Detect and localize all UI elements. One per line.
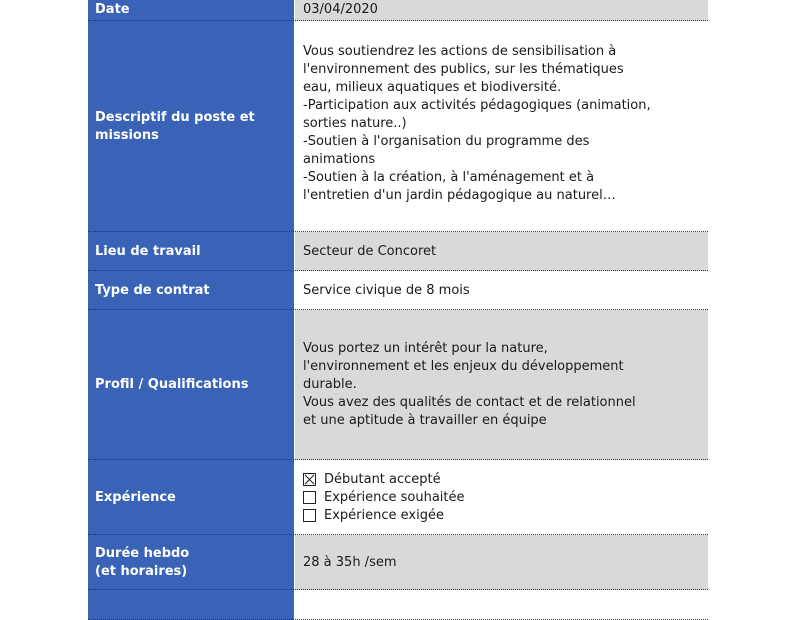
label-experience: Expérience xyxy=(88,460,294,535)
value-lieu: Secteur de Concoret xyxy=(295,232,708,271)
descriptif-line: l'entretien d'un jardin pédagogique au naturel… xyxy=(303,188,616,203)
option-exigee[interactable] xyxy=(303,507,465,525)
descriptif-line: -Soutien à l'organisation du programme des xyxy=(303,134,590,149)
row-experience xyxy=(88,460,708,535)
option-label: Débutant accepté xyxy=(324,471,441,487)
value-next xyxy=(295,590,708,620)
option-souhaitee[interactable] xyxy=(303,489,465,507)
label-duree-line: Durée hebdo xyxy=(95,545,190,561)
job-offer-table xyxy=(88,0,708,620)
value-experience xyxy=(295,460,708,535)
profil-line: et une aptitude à travailler en équipe xyxy=(303,413,547,428)
label-date: Date xyxy=(88,0,294,21)
descriptif-line: animations xyxy=(303,152,376,167)
descriptif-line: -Soutien à la création, à l'aménagement et à xyxy=(303,170,595,185)
profil-line: durable. xyxy=(303,377,357,392)
checkbox-icon[interactable] xyxy=(303,491,316,504)
row-date xyxy=(88,0,708,21)
row-next xyxy=(88,590,708,620)
row-duree xyxy=(88,535,708,590)
option-debutant[interactable] xyxy=(303,471,465,489)
value-duree: 28 à 35h /sem xyxy=(295,535,708,590)
descriptif-line: sorties nature..) xyxy=(303,116,407,131)
label-duree-line: (et horaires) xyxy=(95,563,188,579)
row-descriptif xyxy=(88,21,708,232)
value-contrat: Service civique de 8 mois xyxy=(295,271,708,310)
row-profil xyxy=(88,310,708,460)
value-descriptif xyxy=(295,21,708,232)
option-label: Expérience exigée xyxy=(324,507,444,523)
checkbox-icon[interactable] xyxy=(303,509,316,522)
descriptif-line: Vous soutiendrez les actions de sensibilisation à xyxy=(303,44,617,59)
label-duree xyxy=(88,535,294,590)
value-profil xyxy=(295,310,708,460)
descriptif-line: eau, milieux aquatiques et biodiversité. xyxy=(303,80,562,95)
label-contrat: Type de contrat xyxy=(88,271,294,310)
profil-line: l'environnement et les enjeux du développement xyxy=(303,359,624,374)
descriptif-line: l'environnement des publics, sur les thématiques xyxy=(303,62,624,77)
descriptif-line: -Participation aux activités pédagogiques (animation, xyxy=(303,98,651,113)
row-lieu xyxy=(88,232,708,271)
value-date: 03/04/2020 xyxy=(295,0,708,21)
label-profil: Profil / Qualifications xyxy=(88,310,294,460)
checkbox-checked-icon[interactable] xyxy=(303,473,316,486)
label-descriptif: Descriptif du poste et missions xyxy=(88,21,294,232)
row-contrat xyxy=(88,271,708,310)
profil-line: Vous avez des qualités de contact et de relationnel xyxy=(303,395,636,410)
profil-line: Vous portez un intérêt pour la nature, xyxy=(303,341,548,356)
option-label: Expérience souhaitée xyxy=(324,489,465,505)
label-lieu: Lieu de travail xyxy=(88,232,294,271)
label-next xyxy=(88,590,294,620)
